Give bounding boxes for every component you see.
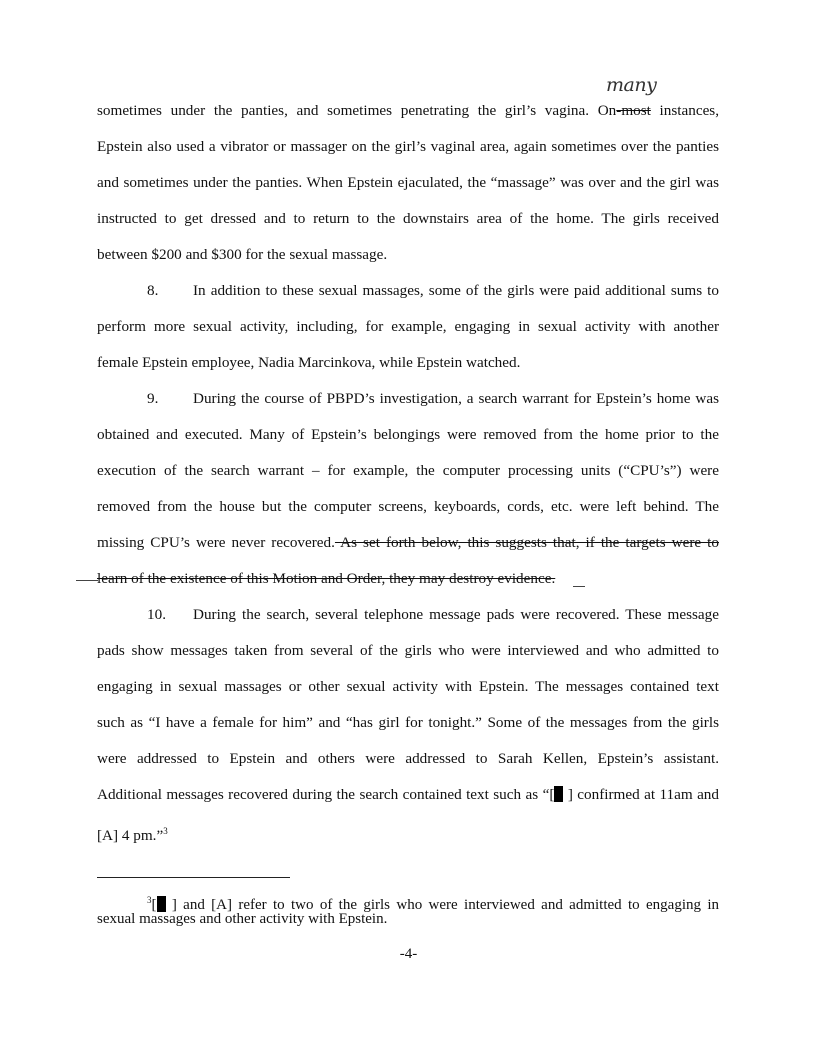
redaction-box (554, 786, 563, 802)
text-span: instances, (650, 102, 720, 119)
paragraph-number: 9. (147, 390, 159, 407)
body-line: execution of the search warrant – for example, the computer processing units (“CPU’s”) were (97, 462, 719, 479)
body-line: perform more sexual activity, including, for example, engaging in sexual activity with another (97, 318, 719, 335)
text-span: In addition to these sexual massages, some of the girls were paid additional sums to (193, 282, 719, 299)
body-line: between $200 and $300 for the sexual massage. (97, 246, 388, 263)
text-span: Additional messages recovered during the search contained text such as “[ (97, 786, 555, 803)
text-span (97, 786, 563, 803)
footnote-marker: 3 (147, 895, 152, 905)
revision-mark (573, 586, 585, 587)
body-line (97, 101, 719, 121)
body-line (97, 821, 719, 846)
text-span: During the course of PBPD’s investigation, a search warrant for Epstein’s home was (193, 390, 719, 407)
paragraph-9-first-line (147, 389, 719, 409)
paragraph-8-first-line (147, 281, 719, 301)
text-span: [ (151, 897, 157, 913)
text-span: On (597, 102, 617, 119)
body-line (97, 533, 719, 553)
body-line: were addressed to Epstein and others were addressed to Sarah Kellen, Epstein’s assistant. (97, 750, 719, 767)
text-span: missing CPU’s were never recovered. (97, 534, 335, 551)
text-span: [A] 4 pm.” (97, 827, 164, 844)
body-line: engaging in sexual massages or other sexual activity with Epstein. The messages contained text (97, 678, 719, 695)
text-span: sometimes under the panties, and sometimes penetrating the girl’s vagina. (97, 102, 590, 119)
body-line: pads show messages taken from several of the girls who were interviewed and who admitted to (97, 642, 719, 659)
struck-text: learn of the existence of this Motion and Order, they may destroy evidence. (97, 570, 556, 587)
body-line: and sometimes under the panties. When Epstein ejaculated, the “massage” was over and the girl was (97, 174, 719, 191)
paragraph-number: 10. (147, 606, 166, 623)
page-number: -4- (399, 946, 418, 962)
body-line (97, 785, 719, 805)
text-span: During the search, several telephone message pads were recovered. These message (193, 606, 719, 623)
body-line: removed from the house but the computer screens, keyboards, cords, etc. were left behind. The (97, 498, 719, 515)
body-line: female Epstein employee, Nadia Marcinkova, while Epstein watched. (97, 354, 521, 371)
paragraph-10-first-line (147, 605, 719, 625)
paragraph-number: 8. (147, 282, 159, 299)
struck-text: -most (616, 102, 651, 119)
footnote-divider (97, 877, 290, 878)
body-line: such as “I have a female for him” and “has girl for tonight.” Some of the messages from the girls (97, 714, 719, 731)
body-line: Epstein also used a vibrator or massager on the girl’s vaginal area, again sometimes over the panties (97, 138, 719, 155)
footnote-line: sexual massages and other activity with Epstein. (97, 911, 388, 927)
text-span: ] and [A] refer to two of the girls who were interviewed and admitted to engaging in (171, 897, 720, 913)
struck-text: As set forth below, this suggests that, if the targets were to (334, 534, 719, 551)
text-span (598, 102, 719, 119)
revision-mark (76, 580, 98, 581)
footnote-reference: 3 (163, 826, 168, 836)
body-line: instructed to get dressed and to return to the downstairs area of the home. The girls received (97, 210, 719, 227)
text-span: ] confirmed at 11am and (567, 786, 719, 803)
body-line (97, 569, 719, 589)
body-line: obtained and executed. Many of Epstein’s belongings were removed from the home prior to the (97, 426, 719, 443)
handwritten-insertion: many (606, 74, 657, 96)
